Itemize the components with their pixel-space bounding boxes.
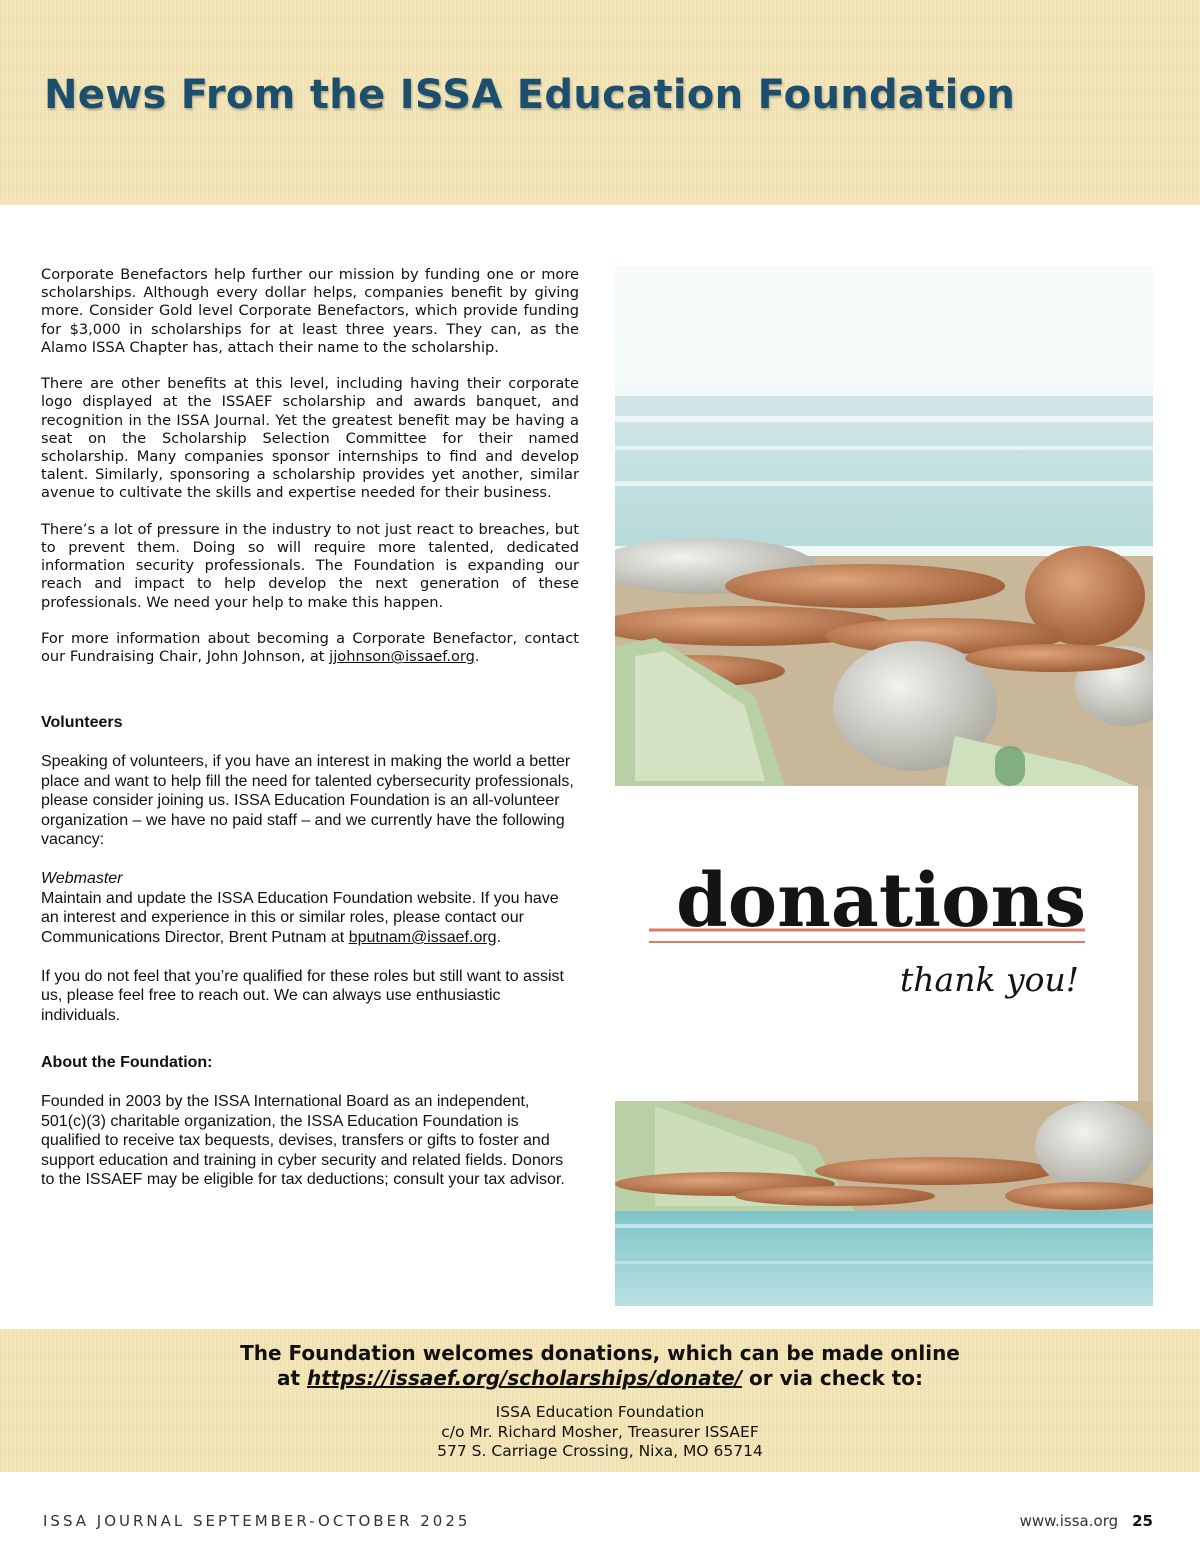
donate-url-link[interactable]: https://issaef.org/scholarships/donate/ [307,1366,743,1390]
sign-thank-you-text: thank you! [900,960,1079,999]
paragraph-contact: For more information about becoming a Corporate Benefactor, contact our Fundraising Chair, John Johnson, at jjohnson@issaef.org. [41,630,579,666]
paragraph-reach-out: If you do not feel that you’re qualified for these roles but still want to assist us, please feel free to reach out. We can always use enthusiastic individuals. [41,967,564,1024]
donation-callout [0,1329,1200,1472]
role-description: Maintain and update the ISSA Education Foundation website. If you have an interest and experience in this or similar roles, please contact our Communications Director, Brent Putnam at [41,889,559,946]
paragraph-volunteers: Speaking of volunteers, if you have an interest in making the world a better place and want to help fill the need for talented cybersecurity professionals, please consider joining us. ISSA Education Foundation is an all-volunteer organization – we have no paid staff – and we currently have the following vacancy: [41,753,574,849]
callout-line1: The Foundation welcomes donations, which can be made online [240,1341,960,1365]
callout-line2-post: or via check to: [749,1366,924,1390]
paragraph-benefits: There are other benefits at this level, including having their corporate logo displayed at the ISSAEF scholarship and awards banquet, and recognition in the ISSA Journal. Yet the greatest benefit may be having a seat on the Scholarship Selection Committee for their named scholarship. Many companies sponsor internships to find and develop talent. Similarly, sponsoring a scholarship provides yet another, similar avenue to cultivate the skills and expertise needed for their business. [41,375,579,502]
donation-jar-photo [615,266,1153,1306]
jjohnson-email-link[interactable]: jjohnson@issaef.org [329,648,475,666]
mailing-address [0,1403,1200,1462]
header-banner [0,0,1200,205]
footer-site-url[interactable]: www.issa.org [1019,1512,1119,1530]
footer-site [1020,1512,1153,1530]
role-title: Webmaster [41,870,123,888]
footer-journal-title: ISSA JOURNAL SEPTEMBER-OCTOBER 2025 [43,1512,471,1530]
sign-donations-text: donations [676,858,1086,944]
bputnam-email-link[interactable]: bputnam@issaef.org [348,928,497,946]
paragraph-about: Founded in 2003 by the ISSA International Board as an independent, 501(c)(3) charitable organization, the ISSA Education Foundation is qualified to receive tax bequests, devises, transfers or gifts to foster and support education and training in cyber security and related fields. Donors to the ISSAEF may be eligible for tax deductions; consult your tax advisor. [41,1093,565,1189]
paragraph-webmaster: Webmaster Maintain and update the ISSA Education Foundation website. If you have an interest and experience in this or similar roles, please contact our Communications Director, Brent Putnam at bputnam@issaef.org. [41,870,559,946]
paragraph-benefactors: Corporate Benefactors help further our mission by funding one or more scholarships. Although every dollar helps, companies benefit by giving more. Consider Gold level Corporate Benefactors, which provide funding for $3,000 in scholarships for at least three years. They can, as the Alamo ISSA Chapter has, attach their name to the scholarship. [41,266,579,356]
article-column [41,266,579,1209]
page-title: News From the ISSA Education Foundation [44,72,1016,118]
paragraph-pressure: There’s a lot of pressure in the industry to not just react to breaches, but to prevent them. Doing so will require more talented, dedicated information security professionals. The Foundation is expanding our reach and impact to help develop the next generation of these professionals. We need your help to make this happen. [41,520,579,611]
address-line-2: c/o Mr. Richard Mosher, Treasurer ISSAEF [441,1422,759,1441]
callout-line2-pre: at [276,1366,301,1390]
volunteers-heading: Volunteers [41,714,123,732]
contact-text: For more information about becoming a Corporate Benefactor, contact our Fundraising Chair, John Johnson, at [41,630,579,666]
address-line-1: ISSA Education Foundation [495,1403,705,1421]
callout-heading [0,1341,1200,1391]
page-number: 25 [1132,1512,1153,1530]
address-line-3: 577 S. Carriage Crossing, Nixa, MO 65714 [437,1442,763,1460]
about-heading: About the Foundation: [41,1054,213,1072]
